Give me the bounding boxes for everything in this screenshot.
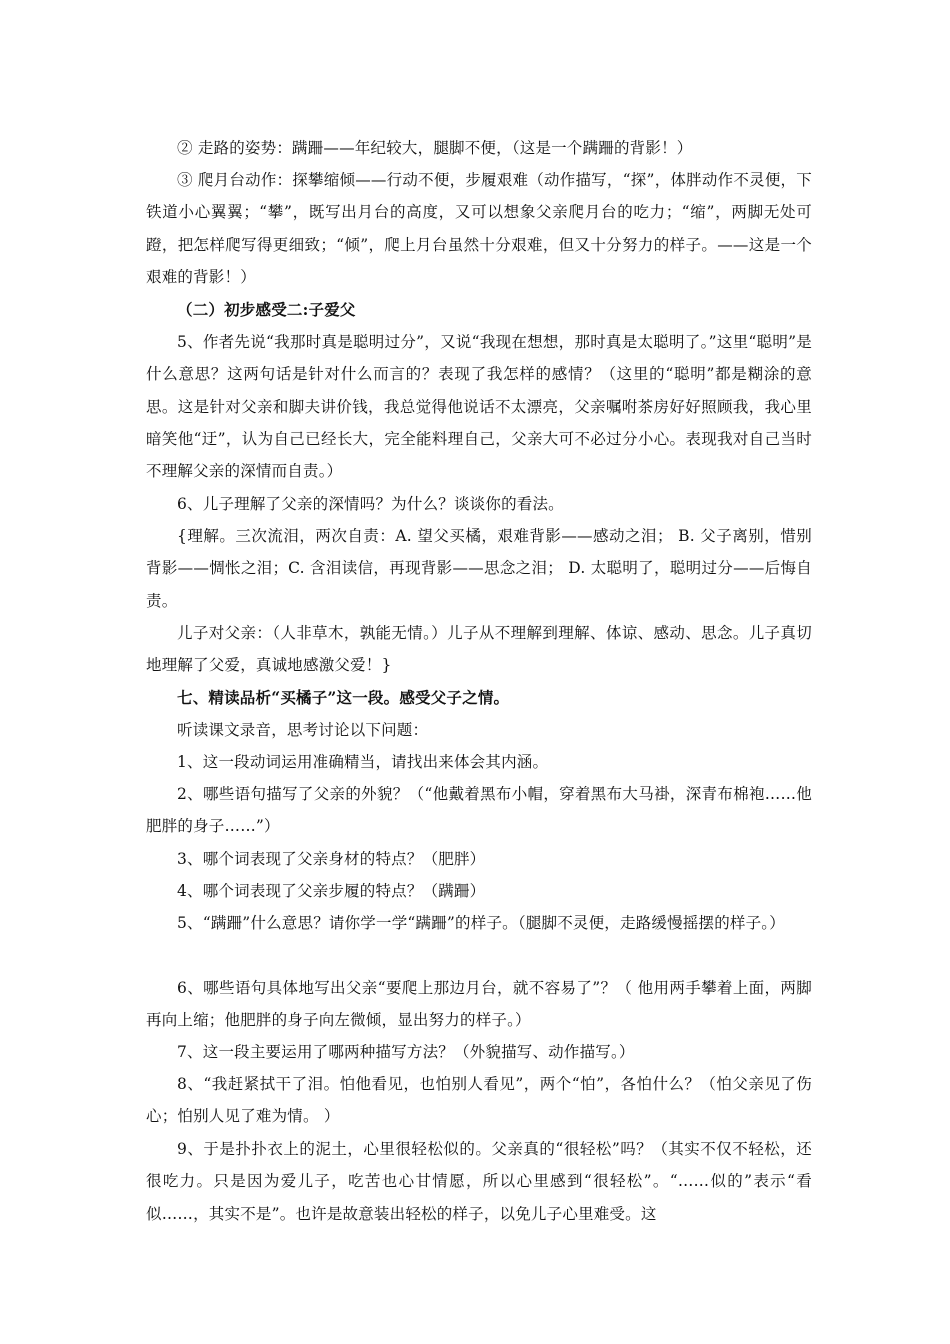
question-6-climb: 6、哪些语句具体地写出父亲“要爬上那边月台，就不容易了”？（ 他用两手攀着上面，两脚再向上缩；他肥胖的身子向左微倾，显出努力的样子。） — [146, 979, 812, 1030]
paragraph-climbing-action: ③ 爬月台动作：探攀缩倾——行动不便，步履艰难（动作描写，“探”，体胖动作不灵便，下铁道小心翼翼；“攀”，既写出月台的高度，又可以想象父亲爬月台的吃力；“缩”，两脚无处可蹬，把怎样爬写得更细致；“倾”，爬上月台虽然十分艰难，但又十分努力的样子。——这是一个艰难的背影！） — [146, 171, 812, 286]
question-6-understanding: 6、儿子理解了父亲的深情吗？为什么？谈谈你的看法。 — [177, 495, 564, 513]
section-heading-son-loves-father: （二）初步感受二:子爱父 — [177, 300, 356, 319]
answer-son-to-father: 儿子对父亲：（人非草木，孰能无情。）儿子从不理解到理解、体谅、感动、思念。儿子真切地理解了父爱，真诚地感激父爱！} — [146, 624, 812, 675]
question-2-appearance: 2、哪些语句描写了父亲的外貌？（“他戴着黑布小帽，穿着黑布大马褂，深青布棉袍……他肥胖的身子……”） — [146, 785, 812, 836]
question-8-fear: 8、“我赶紧拭干了泪。怕他看见，也怕别人看见”，两个“怕”，各怕什么？（怕父亲见了伤心；怕别人见了难为情。 ） — [146, 1075, 812, 1126]
section-heading-buying-oranges: 七、精读品析“买橘子”这一段。感受父子之情。 — [177, 688, 510, 707]
instruction-listen: 听读课文录音，思考讨论以下问题： — [177, 721, 429, 739]
question-9-relaxed: 9、于是扑扑衣上的泥土，心里很轻松似的。父亲真的“很轻松”吗？（其实不仅不轻松，还很吃力。只是因为爱儿子，吃苦也心甘情愿，所以心里感到“很轻松”。“……似的”表示“看似……，其实不是”。也许是故意装出轻松的样子，以免儿子心里难受。这 — [146, 1140, 812, 1223]
question-3-build: 3、哪个词表现了父亲身材的特点？（肥胖） — [177, 850, 486, 868]
question-7-methods: 7、这一段主要运用了哪两种描写方法？（外貌描写、动作描写。） — [177, 1043, 635, 1061]
paragraph-walking-posture: ② 走路的姿势：蹒跚——年纪较大，腿脚不便，（这是一个蹒跚的背影！） — [177, 139, 693, 157]
question-5-hobble: 5、“蹒跚”什么意思？请你学一学“蹒跚”的样子。（腿脚不灵便，走路缓慢摇摆的样子。） — [177, 914, 785, 932]
answer-three-tears: {理解。三次流泪，两次自责：A. 望父买橘，艰难背影——感动之泪； B. 父子离别，惜别背影——惆怅之泪；C. 含泪读信，再现背影——思念之泪； D. 太聪明了，聪明过分——后悔自责。 — [146, 527, 812, 610]
question-5-clever: 5、作者先说“我那时真是聪明过分”，又说“我现在想想，那时真是太聪明了。”这里“聪明”是什么意思？这两句话是针对什么而言的？表现了我怎样的感情？（这里的“聪明”都是糊涂的意思。这是针对父亲和脚夫讲价钱，我总觉得他说话不太漂亮，父亲嘱咐茶房好好照顾我，我心里暗笑他“迂”，认为自己已经长大，完全能料理自己，父亲大可不必过分小心。表现我对自己当时不理解父亲的深情而自责。） — [146, 333, 812, 481]
question-1-verbs: 1、这一段动词运用准确精当，请找出来体会其内涵。 — [177, 753, 549, 771]
question-4-gait: 4、哪个词表现了父亲步履的特点？（蹒跚） — [177, 882, 486, 900]
